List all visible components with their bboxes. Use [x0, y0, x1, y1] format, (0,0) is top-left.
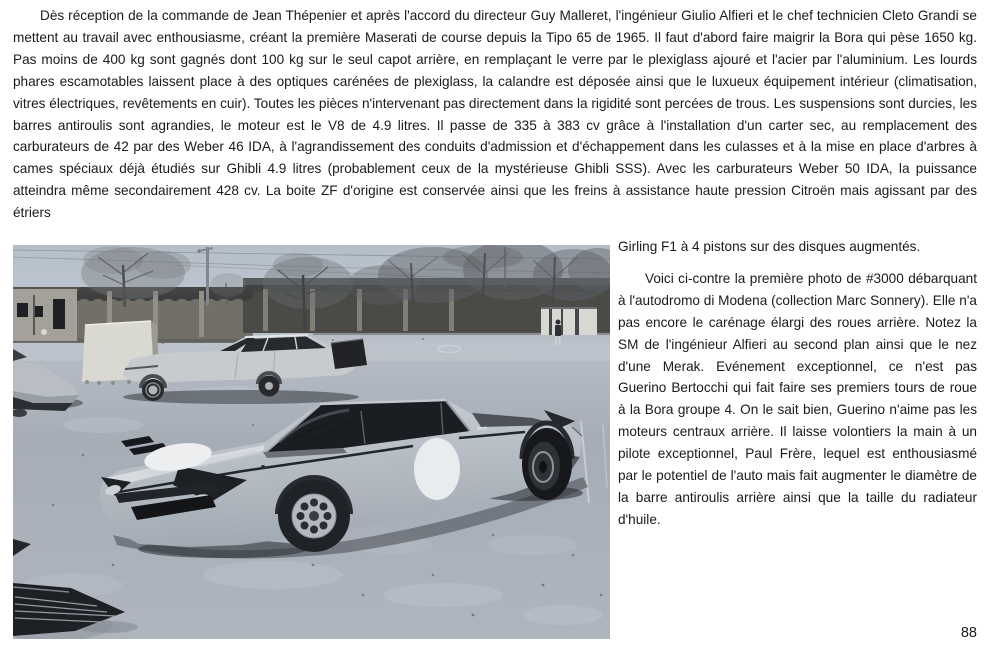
rear-deck-box: [331, 339, 367, 369]
page-number: 88: [960, 625, 977, 641]
building: [13, 287, 79, 341]
paragraph-1: Dès réception de la commande de Jean Thépenier et après l'accord du directeur Guy Malleret, l'ingénieur Giulio Alfieri et le chef technicien Cleto Grandi se mettent au travail avec enthousiasme, créant la première Maserati de course depuis la Tipo 65 de 1965. Il faut d'abord faire maigrir la Bora qui pèse 1650 kg. Pas moins de 400 kg sont gagnés dont 100 kg sur le seul capot arrière, en remplaçant le verre par le plexiglass ajouré et l'acier par l'aluminium. Les lourds phares escamotables laissent place à des optiques carénées de plexiglass, la calandre est déposée ainsi que le luxueux équipement intérieur (climatisation, vitres électriques, revêtements en cuir). Toutes les pièces n'intervenant pas directement dans la rigidité sont percées de trous. Les suspensions sont durcies, les barres antiroulis sont agrandies, le moteur est le V8 de 4.9 litres. Il passe de 335 à 383 cv grâce à l'installation d'un carter sec, au remplacement des carburateurs de 42 par des Weber 46 IDA, à l'agrandissement des conduits d'admission et d'échappement dans les culasses et à la mise en place d'arbres à cames spéciaux déjà étudiés sur Ghibli 4.9 litres (probablement ceux de la mystérieuse Ghibli SSS). Avec les carburateurs Weber 50 IDA, la puissance atteindra même secondairement 428 cv. La boite ZF d'origine est conservée ainsi que les freins à assistance haute pression Citroën mais agissant par des étriers: [13, 8, 977, 221]
paragraph-1-continuation: Girling F1 à 4 pistons sur des disques augmentés.: [618, 239, 921, 254]
right-text-column: [618, 236, 977, 531]
door-roundel: [414, 438, 460, 500]
paragraph-2: Voici ci-contre la première photo de #3000 débarquant à l'autodromo di Modena (collection Marc Sonnery). Elle n'a pas encore le carénage élargi des roues arrière. Notez la SM de l'ingénieur Alfieri au second plan ainsi que le nez d'une Merak. Evénement exceptionnel, ce n'est pas Guerino Bertocchi qui fait faire ses premiers tours de roue à la Bora groupe 4. On le sait bien, Guerino n'aime pas les moteurs centraux arrière. Il laisse volontiers la main à un pilote exceptionnel, Paul Frère, lequel est enthousiasmé par le potentiel de l'auto mais fait augmenter le diamètre de la barre antiroulis arrière ainsi que la taille du radiateur d'huile.: [618, 270, 977, 527]
bora-photo: [13, 245, 610, 639]
bora-photo-illustration: [13, 245, 610, 639]
